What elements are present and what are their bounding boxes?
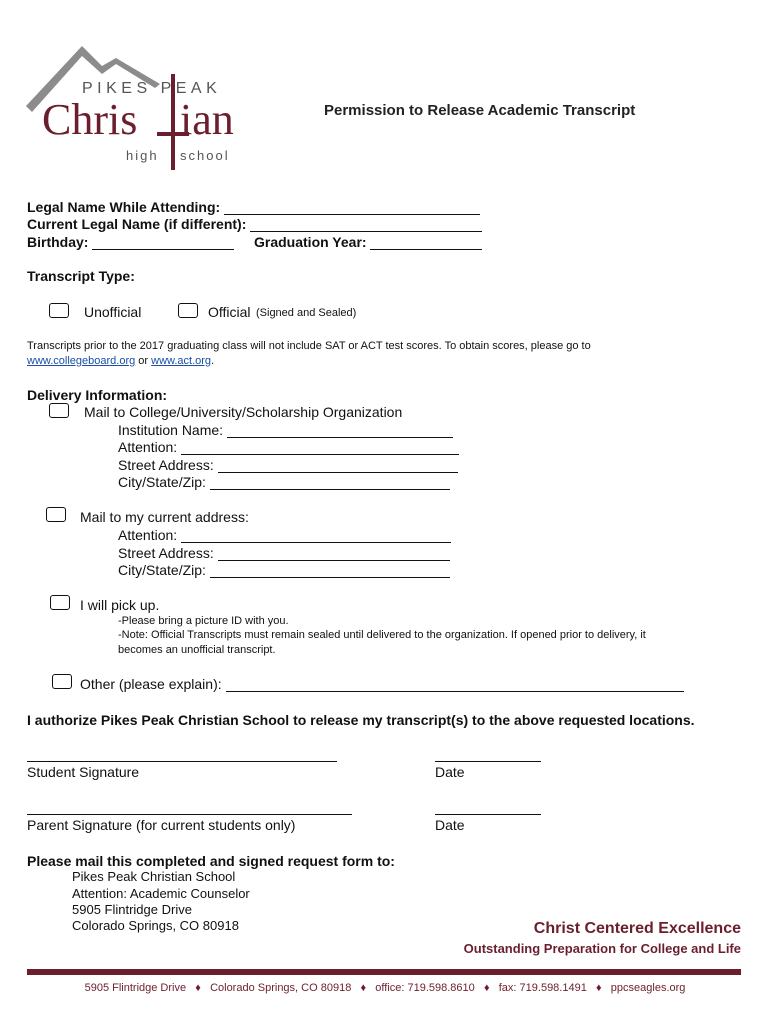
student-signature-label: Student Signature [27,764,140,780]
street-row-1 [118,457,458,473]
footer-address: 5905 Flintridge Drive [84,982,187,994]
parent-date-label: Date [435,817,465,833]
diamond-icon: ♦ [360,982,367,994]
student-date-label: Date [435,764,465,780]
delivery-heading: Delivery Information: [27,387,168,403]
legal-name-label: Legal Name While Attending: [27,199,221,215]
mail-to-heading: Please mail this completed and signed request form to: [27,853,395,869]
footer-website[interactable]: ppcseagles.org [610,982,686,994]
current-name-row [27,216,482,232]
mail-to-line-3: 5905 Flintridge Drive [72,902,192,917]
unofficial-checkbox[interactable] [49,303,69,318]
collegeboard-link[interactable]: www.collegeboard.org [27,355,136,367]
parent-signature-line[interactable] [27,813,352,815]
official-label: Official [208,304,251,320]
footer-contact [0,982,770,994]
legal-name-field[interactable] [224,202,480,215]
city-field-2[interactable] [210,565,450,578]
city-label-1: City/State/Zip: [118,474,206,490]
city-label-2: City/State/Zip: [118,562,206,578]
mail-to-line-2: Attention: Academic Counselor [72,886,250,901]
logo-main-left: Chris [42,95,138,144]
tagline-line-1: Christ Centered Excellence [533,920,741,937]
mail-college-checkbox[interactable] [49,403,69,418]
parent-signature-label: Parent Signature (for current students only) [27,817,296,833]
pickup-checkbox[interactable] [50,595,70,610]
attention-field-2[interactable] [181,530,451,543]
or-text: or [138,355,149,367]
grad-year-field[interactable] [370,237,482,250]
authorization-statement: I authorize Pikes Peak Christian School to release my transcript(s) to the above requested locations. [27,712,695,728]
footer-office: office: 719.598.8610 [375,982,475,994]
legal-name-row [27,199,480,215]
logo-top-text: PIKES PEAK [82,80,222,97]
attention-label-1: Attention: [118,439,178,455]
transcript-type-heading: Transcript Type: [27,268,135,284]
attention-row-1 [118,439,459,455]
school-logo [24,44,254,174]
birthday-label: Birthday: [27,234,89,250]
birthday-field[interactable] [92,237,234,250]
official-checkbox[interactable] [178,303,198,318]
city-row-2 [118,562,450,578]
student-signature-line[interactable] [27,760,337,762]
mail-current-label: Mail to my current address: [80,509,249,525]
street-row-2 [118,545,450,561]
city-field-1[interactable] [210,477,450,490]
other-row [80,676,684,692]
pickup-note-1: -Please bring a picture ID with you. [118,615,289,627]
footer-city: Colorado Springs, CO 80918 [210,982,352,994]
transcript-links [27,355,214,367]
logo-sub-right: school [180,148,230,163]
mail-to-line-4: Colorado Springs, CO 80918 [72,918,239,933]
diamond-icon: ♦ [483,982,490,994]
street-label-1: Street Address: [118,457,214,473]
mail-current-checkbox[interactable] [46,507,66,522]
grad-year-label: Graduation Year: [254,234,367,250]
official-note: (Signed and Sealed) [256,307,357,319]
transcript-note: Transcripts prior to the 2017 graduating class will not include SAT or ACT test scores. To obtain scores, please go to [27,340,591,352]
street-label-2: Street Address: [118,545,214,561]
institution-label: Institution Name: [118,422,224,438]
attention-field-1[interactable] [181,442,459,455]
institution-row [118,422,453,438]
institution-field[interactable] [227,425,453,438]
attention-row-2 [118,527,451,543]
grad-year-row [254,234,482,250]
current-name-field[interactable] [250,219,482,232]
attention-label-2: Attention: [118,527,178,543]
period-text: . [211,355,215,367]
other-field[interactable] [226,679,684,692]
current-name-label: Current Legal Name (if different): [27,216,247,232]
student-date-line[interactable] [435,760,541,762]
pickup-label: I will pick up. [80,597,160,613]
diamond-icon: ♦ [195,982,201,994]
birthday-row [27,234,234,250]
street-field-1[interactable] [218,460,458,473]
pickup-note-3: becomes an unofficial transcript. [118,644,276,656]
act-link[interactable]: www.act.org [151,355,212,367]
street-field-2[interactable] [218,548,450,561]
tagline-line-2: Outstanding Preparation for College and Life [463,941,741,956]
unofficial-label: Unofficial [84,304,142,320]
pickup-note-2: -Note: Official Transcripts must remain sealed until delivered to the organization. If opened prior to delivery, it [118,629,646,641]
other-checkbox[interactable] [52,674,72,689]
footer-fax: fax: 719.598.1491 [498,982,587,994]
mail-to-line-1: Pikes Peak Christian School [72,869,236,884]
city-row-1 [118,474,450,490]
mail-college-label: Mail to College/University/Scholarship Organization [84,404,403,420]
footer-divider [27,969,741,975]
other-label: Other (please explain): [80,676,222,692]
diamond-icon: ♦ [596,982,602,994]
logo-main-right: ian [180,95,234,144]
logo-sub-left: high [126,148,159,163]
parent-date-line[interactable] [435,813,541,815]
document-title: Permission to Release Academic Transcript [324,102,636,119]
